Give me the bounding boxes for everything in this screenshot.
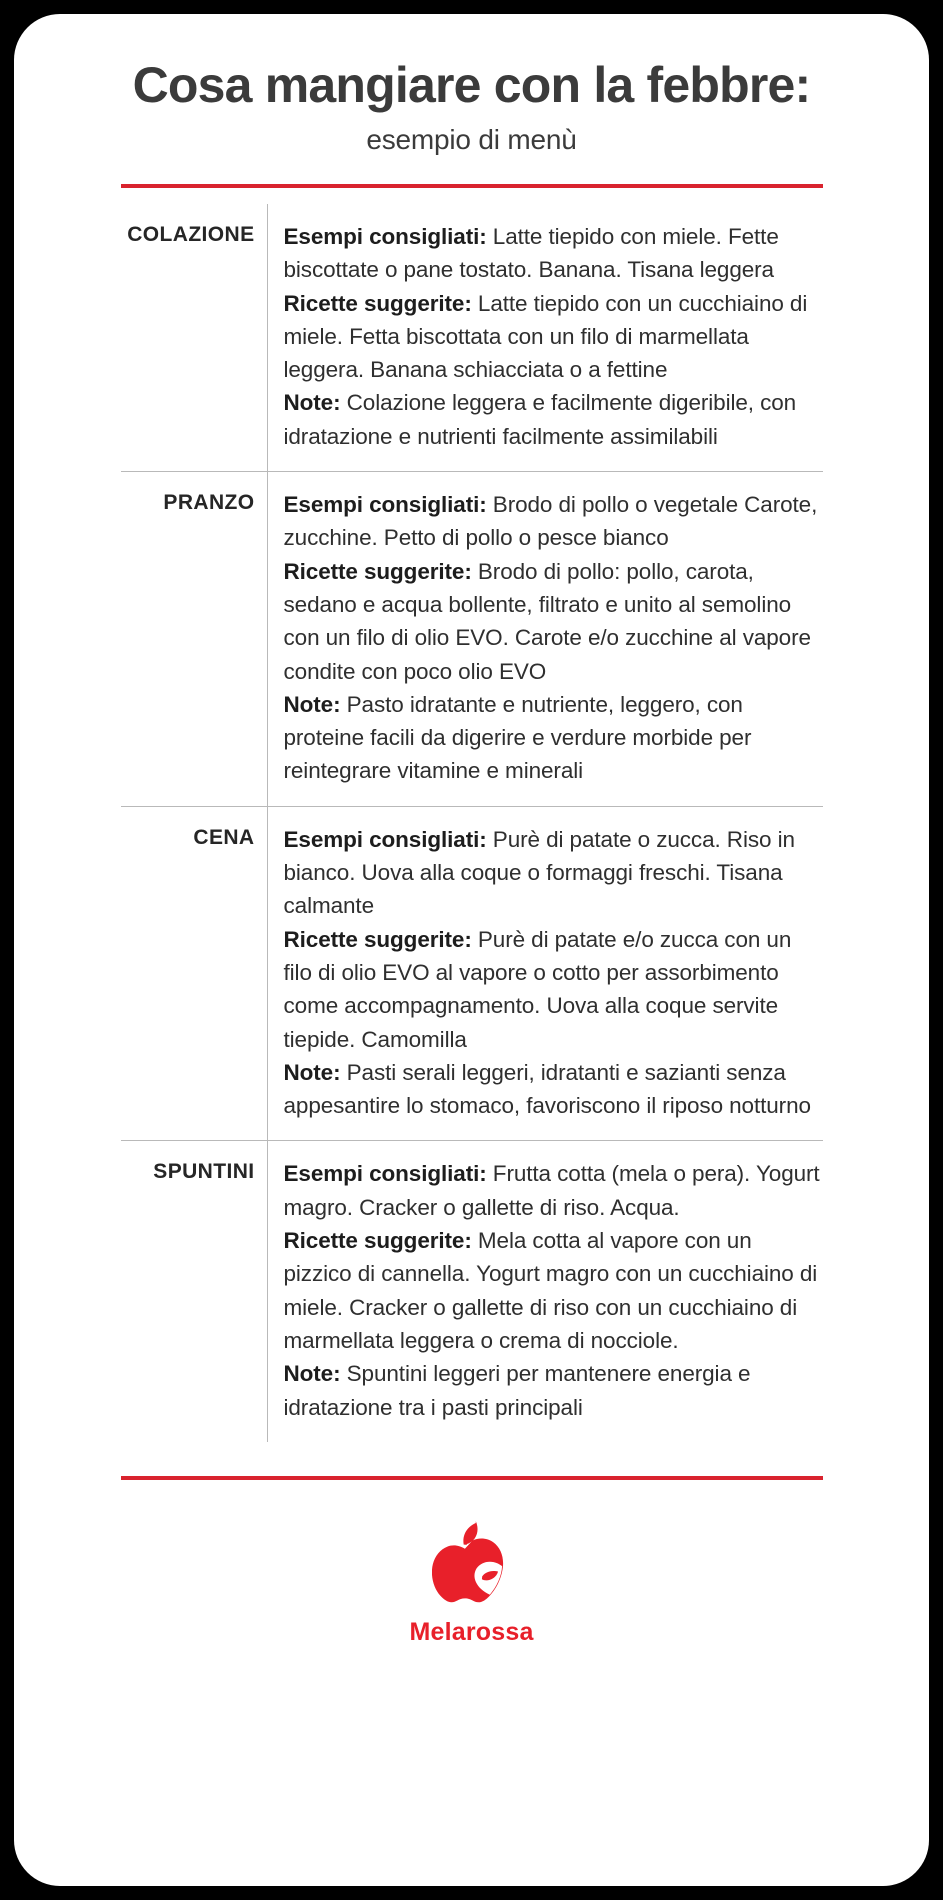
recipes-label: Ricette suggerite: — [283, 558, 472, 584]
table-row — [121, 807, 823, 1142]
recipes-text: Latte tiepido con un cucchiaino di miele. Fetta biscottata con un filo di marmellata leggera. Banana schiacciata o a fettine — [283, 290, 808, 383]
notes-paragraph — [284, 386, 823, 453]
recipes-label: Ricette suggerite: — [283, 1228, 472, 1254]
brand-name: Melarossa — [409, 1617, 534, 1646]
table-row — [121, 472, 823, 807]
examples-paragraph — [284, 488, 823, 555]
recipes-paragraph — [284, 1224, 823, 1357]
meal-label-pranzo: PRANZO — [163, 491, 255, 515]
table-row — [121, 204, 823, 472]
examples-text: Latte tiepido con miele. Fette biscottate o pane tostato. Banana. Tisana leggera — [283, 224, 779, 283]
examples-paragraph — [284, 220, 823, 287]
recipes-paragraph — [284, 287, 823, 387]
notes-text: Colazione leggera e facilmente digeribile, con idratazione e nutrienti facilmente assimilabili — [283, 390, 797, 449]
notes-label: Note: — [283, 390, 341, 416]
notes-label: Note: — [283, 1059, 341, 1085]
table-row — [121, 1141, 823, 1441]
meal-label-colazione: COLAZIONE — [127, 223, 255, 246]
meal-body-colazione — [267, 204, 823, 471]
recipes-label: Ricette suggerite: — [283, 290, 472, 316]
apple-with-bite-icon — [432, 1520, 512, 1608]
notes-text: Pasti serali leggeri, idratanti e sazianti senza appesantire lo stomaco, favoriscono il riposo notturno — [283, 1059, 811, 1119]
examples-text: Frutta cotta (mela o pera). Yogurt magro. Cracker o gallette di riso. Acqua. — [283, 1161, 820, 1220]
notes-paragraph — [284, 1357, 823, 1424]
examples-text: Brodo di pollo o vegetale Carote, zucchine. Petto di pollo o pesce bianco — [283, 492, 818, 551]
recipes-text: Mela cotta al vapore con un pizzico di cannella. Yogurt magro con un cucchiaino di miele. Cracker o gallette di riso con un cucchiaino di marmellata leggera o crema di nocciole. — [283, 1228, 818, 1353]
menu-table — [121, 188, 823, 1442]
examples-paragraph — [284, 1157, 823, 1224]
page-subtitle: esempio di menù — [366, 124, 577, 155]
recipes-paragraph — [284, 923, 823, 1056]
notes-text: Pasto idratante e nutriente, leggero, con proteine facili da digerire e verdure morbide per reintegrare vitamine e minerali — [283, 691, 752, 784]
examples-label: Esempi consigliati: — [283, 1161, 487, 1187]
meal-body-spuntini — [267, 1141, 823, 1441]
examples-label: Esempi consigliati: — [283, 492, 487, 518]
examples-label: Esempi consigliati: — [283, 224, 487, 249]
infographic-card — [14, 14, 929, 1886]
examples-label: Esempi consigliati: — [283, 826, 487, 852]
brand-logo — [14, 1480, 929, 1647]
examples-paragraph — [284, 823, 823, 923]
recipes-label: Ricette suggerite: — [283, 926, 472, 952]
notes-label: Note: — [283, 1361, 341, 1387]
meal-label-spuntini: SPUNTINI — [153, 1160, 255, 1184]
meal-label-cena: CENA — [193, 825, 255, 849]
header — [14, 14, 929, 156]
notes-paragraph — [284, 688, 823, 788]
meal-body-pranzo — [267, 472, 823, 806]
recipes-text: Brodo di pollo: pollo, carota, sedano e acqua bollente, filtrato e unito al semolino con un filo di olio EVO. Carote e/o zucchine al vapore condite con poco olio EVO — [283, 558, 811, 684]
notes-text: Spuntini leggeri per mantenere energia e idratazione tra i pasti principali — [283, 1361, 751, 1420]
notes-label: Note: — [283, 691, 341, 717]
meal-body-cena — [267, 807, 823, 1141]
recipes-paragraph — [284, 555, 823, 688]
examples-text: Purè di patate o zucca. Riso in bianco. Uova alla coque o formaggi freschi. Tisana calmante — [283, 826, 795, 919]
page-title: Cosa mangiare con la febbre: — [132, 57, 811, 113]
recipes-text: Purè di patate e/o zucca con un filo di olio EVO al vapore o cotto per assorbimento come accompagnamento. Uova alla coque servite tiepide. Camomilla — [283, 926, 792, 1052]
notes-paragraph — [284, 1056, 823, 1123]
